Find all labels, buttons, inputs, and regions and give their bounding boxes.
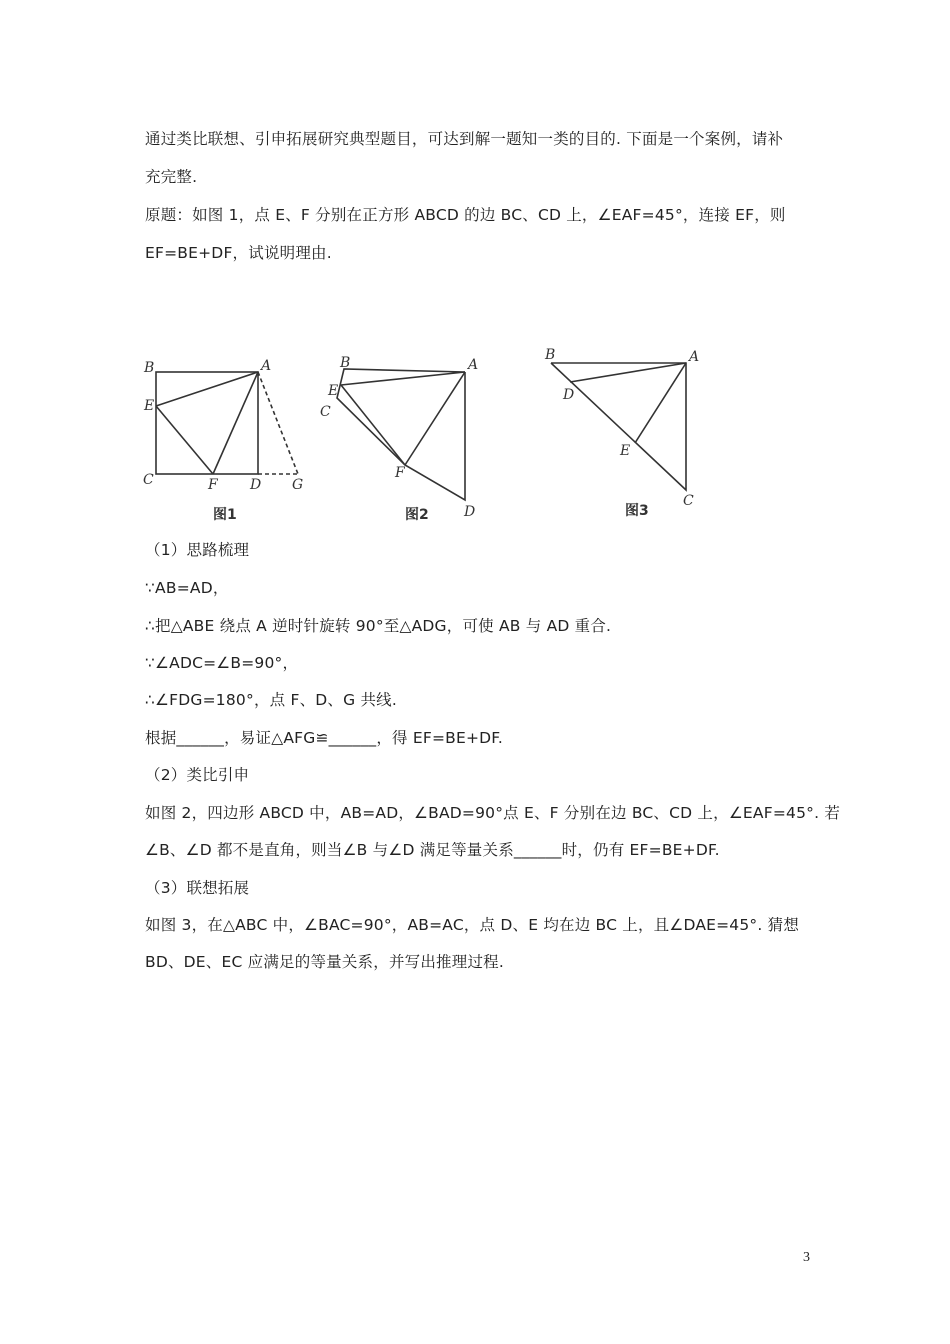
fig2-label-E: E [328,383,339,399]
fig2-label-D: D [464,504,476,520]
part2-line-2: ∠B、∠D 都不是直角，则当∠B 与∠D 满足等量关系______时，仍有 EF=BE+DF. [145,841,720,859]
part1-title: （1）思路梳理 [145,541,250,559]
fig3-line-AE [635,363,686,443]
fig2-line-AF [405,372,465,465]
fig2-label-F: F [395,465,405,481]
part1-line-5: 根据______，易证△AFG≌______，得 EF=BE+DF. [145,729,504,747]
fig2-line-EF [341,385,405,465]
fig1-label-C: C [143,472,154,488]
fig1-line-AF [213,372,258,474]
part1-line-4: ∴∠FDG=180°，点 F、D、G 共线. [145,691,397,709]
fig2-label-A: A [468,357,479,373]
fig3-label-E: E [620,443,631,459]
fig3-label-C: C [683,493,694,509]
figures-svg [130,345,730,525]
intro-line-1: 通过类比联想、引申拓展研究典型题目，可达到解一题知一类的目的. 下面是一个案例，请补 [145,130,784,148]
fig2-label-C: C [320,404,331,420]
problem-line-1: 原题：如图 1，点 E、F 分别在正方形 ABCD 的边 BC、CD 上，∠EAF=45°，连接 EF，则 [145,206,786,224]
figure-1 [156,372,298,474]
fig3-line-AD [570,363,686,382]
fig3-label-B: B [545,347,556,363]
page-number: 3 [803,1250,810,1265]
part2-title: （2）类比引申 [145,766,250,784]
fig1-label-B: B [144,360,155,376]
fig1-label-G: G [292,477,304,493]
fig2-caption: 图2 [405,507,429,523]
fig3-caption: 图3 [625,503,649,519]
fig1-label-D: D [250,477,262,493]
fig1-line-AE [156,372,258,406]
part2-line-1: 如图 2，四边形 ABCD 中，AB=AD，∠BAD=90°点 E、F 分别在边 BC、CD 上，∠EAF=45°. 若 [145,804,841,822]
fig1-label-A: A [261,358,272,374]
fig1-square [156,372,258,474]
figures [130,345,730,525]
fig3-label-D: D [563,387,575,403]
fig1-label-E: E [144,398,155,414]
problem-line-2: EF=BE+DF，试说明理由. [145,244,332,262]
fig2-label-B: B [340,355,351,371]
part1-line-3: ∵∠ADC=∠B=90°， [145,654,299,672]
part3-title: （3）联想拓展 [145,879,250,897]
part3-line-2: BD、DE、EC 应满足的等量关系，并写出推理过程. [145,953,504,971]
part3-line-1: 如图 3，在△ABC 中，∠BAC=90°，AB=AC，点 D、E 均在边 BC 上，且∠DAE=45°. 猜想 [145,916,800,934]
fig1-label-F: F [208,477,218,493]
part1-line-2: ∴把△ABE 绕点 A 逆时针旋转 90°至△ADG，可使 AB 与 AD 重合. [145,617,612,635]
fig2-line-AE [341,372,465,385]
figure-3 [551,363,686,490]
fig1-caption: 图1 [213,507,237,523]
fig1-line-AG [258,372,298,474]
part1-line-1: ∵AB=AD， [145,579,229,597]
intro-line-2: 充完整. [145,168,198,186]
fig3-label-A: A [689,349,700,365]
fig1-line-EF [156,406,213,474]
